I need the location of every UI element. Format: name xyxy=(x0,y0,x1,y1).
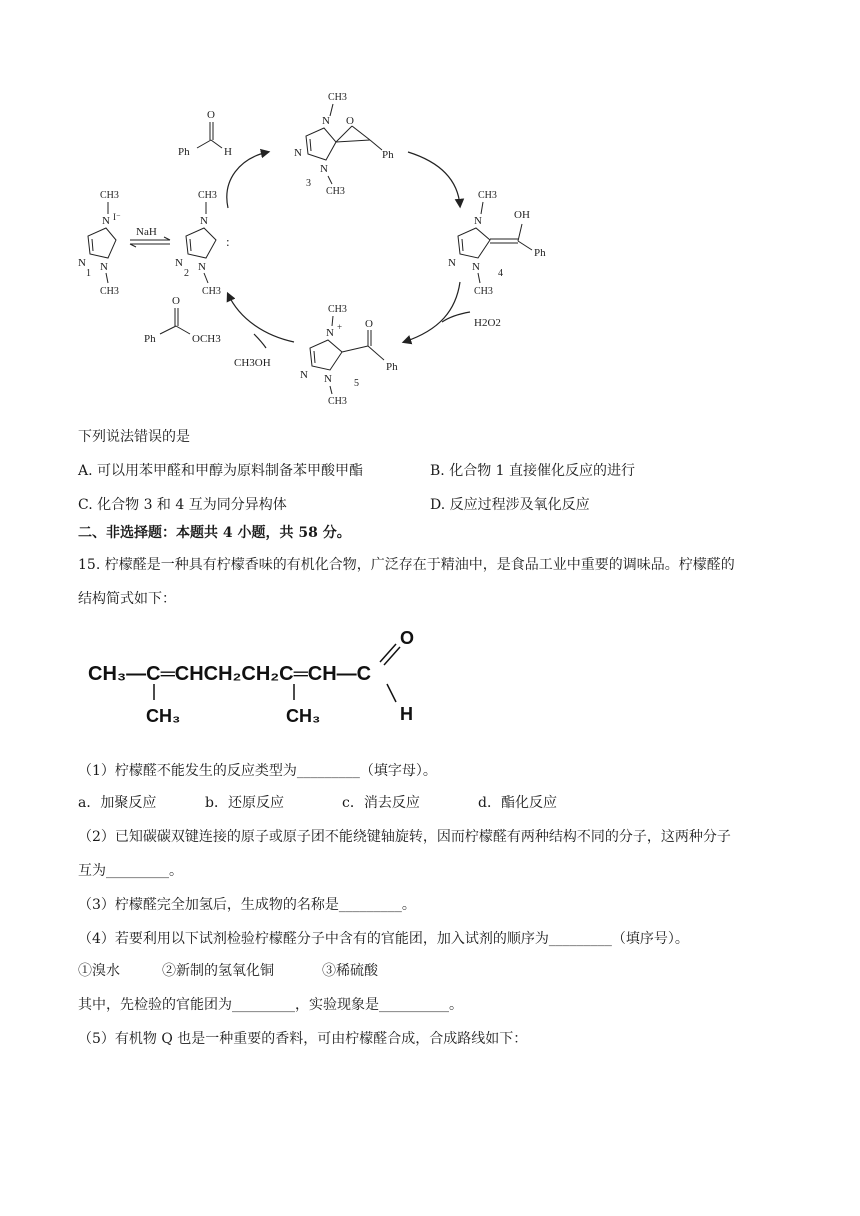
svg-text:N: N xyxy=(474,215,482,227)
svg-text:N: N xyxy=(326,327,334,339)
q15-part4-detail: 其中，先检验的官能团为_________，实验现象是__________。 xyxy=(78,997,463,1013)
citral-methyl-1: CH₃ xyxy=(146,706,181,726)
svg-text:I⁻: I⁻ xyxy=(113,212,121,222)
citral-structure xyxy=(84,624,444,736)
compound-1-structure xyxy=(78,190,121,297)
svg-text:OCH3: OCH3 xyxy=(192,333,221,345)
q15-reagent-3: ③稀硫酸 xyxy=(322,963,378,979)
reaction-mechanism-diagram xyxy=(70,80,590,410)
svg-text:2: 2 xyxy=(184,268,189,279)
methyl-benzoate-structure xyxy=(144,295,221,345)
svg-text:OH: OH xyxy=(514,209,530,221)
svg-text:CH3: CH3 xyxy=(326,186,345,197)
svg-text:N: N xyxy=(324,373,332,385)
q15-choice-d: d．酯化反应 xyxy=(478,795,557,811)
compound-3-structure xyxy=(294,92,394,197)
svg-text:N: N xyxy=(78,257,86,269)
compound-4-structure xyxy=(448,190,546,297)
svg-text:Ph: Ph xyxy=(534,247,546,259)
compound-2-structure xyxy=(175,190,230,297)
svg-text:1: 1 xyxy=(86,268,91,279)
svg-text:CH3: CH3 xyxy=(100,286,119,297)
svg-text:3: 3 xyxy=(306,178,311,189)
q15-reagent-1: ①溴水 xyxy=(78,963,120,979)
q15-part5: （5）有机物 Q 也是一种重要的香料，可由柠檬醛合成，合成路线如下： xyxy=(78,1031,528,1047)
q15-choice-c: c．消去反应 xyxy=(342,795,420,811)
svg-text:CH3: CH3 xyxy=(328,92,347,103)
q14-option-a: A. 可以用苯甲醛和甲醇为原料制备苯甲酸甲酯 xyxy=(78,463,364,479)
svg-text:Ph: Ph xyxy=(386,361,398,373)
svg-text:N: N xyxy=(448,257,456,269)
q15-intro-line1: 15. 柠檬醛是一种具有柠檬香味的有机化合物，广泛存在于精油中，是食品工业中重要的调味品。柠檬醛的 xyxy=(78,557,735,573)
citral-oxygen: O xyxy=(400,628,415,648)
svg-text:CH3: CH3 xyxy=(198,190,217,201)
svg-text:4: 4 xyxy=(498,268,503,279)
h2o2-label: H2O2 xyxy=(474,317,501,329)
q15-intro-line2: 结构简式如下： xyxy=(78,591,176,607)
nah-equilibrium xyxy=(130,226,170,247)
q14-stem: 下列说法错误的是 xyxy=(78,429,190,445)
q14-option-d: D. 反应过程涉及氧化反应 xyxy=(430,497,590,513)
q14-option-b: B. 化合物 1 直接催化反应的进行 xyxy=(430,463,635,479)
citral-hydrogen: H xyxy=(400,704,413,724)
q15-part2-line1: （2）已知碳碳双键连接的原子或原子团不能绕键轴旋转，因而柠檬醛有两种结构不同的分子，这两种分子 xyxy=(78,829,731,845)
svg-text:O: O xyxy=(172,295,180,307)
svg-text:Ph: Ph xyxy=(178,146,190,158)
svg-text:N: N xyxy=(300,369,308,381)
svg-text::: : xyxy=(226,234,230,249)
q15-part1: （1）柠檬醛不能发生的反应类型为_________（填字母）。 xyxy=(78,763,437,779)
cycle-arrows xyxy=(227,152,470,348)
svg-text:N: N xyxy=(294,147,302,159)
q15-choice-b: b．还原反应 xyxy=(205,795,284,811)
svg-text:5: 5 xyxy=(354,378,359,389)
svg-text:O: O xyxy=(207,109,215,121)
q15-choice-a: a．加聚反应 xyxy=(78,795,157,811)
svg-text:N: N xyxy=(100,261,108,273)
svg-text:Ph: Ph xyxy=(144,333,156,345)
q15-part4: （4）若要利用以下试剂检验柠檬醛分子中含有的官能团，加入试剂的顺序为_________（填序号）。 xyxy=(78,931,689,947)
svg-text:O: O xyxy=(346,115,354,127)
svg-text:CH3: CH3 xyxy=(202,286,221,297)
svg-text:CH3: CH3 xyxy=(474,286,493,297)
svg-text:N: N xyxy=(175,257,183,269)
svg-text:CH3: CH3 xyxy=(328,396,347,407)
citral-main-chain: CH₃—C═CHCH₂CH₂C═CH—C xyxy=(88,663,372,685)
svg-text:N: N xyxy=(200,215,208,227)
svg-text:N: N xyxy=(320,163,328,175)
svg-text:+: + xyxy=(337,322,343,332)
q14-option-c: C. 化合物 3 和 4 互为同分异构体 xyxy=(78,497,287,513)
svg-text:N: N xyxy=(198,261,206,273)
compound-5-structure xyxy=(300,304,398,407)
svg-text:N: N xyxy=(102,215,110,227)
q15-part3: （3）柠檬醛完全加氢后，生成物的名称是_________。 xyxy=(78,897,416,913)
svg-text:Ph: Ph xyxy=(382,149,394,161)
benzaldehyde-structure xyxy=(178,109,232,158)
citral-methyl-2: CH₃ xyxy=(286,706,321,726)
q15-reagent-2: ②新制的氢氧化铜 xyxy=(162,963,274,979)
svg-text:NaH: NaH xyxy=(136,226,157,238)
svg-text:CH3: CH3 xyxy=(100,190,119,201)
svg-text:CH3: CH3 xyxy=(328,304,347,315)
section-2-heading: 二、非选择题：本题共 4 小题，共 58 分。 xyxy=(78,525,351,541)
methanol-label: CH3OH xyxy=(234,357,271,369)
svg-text:N: N xyxy=(322,115,330,127)
q15-part2-line2: 互为_________。 xyxy=(78,863,183,879)
svg-text:N: N xyxy=(472,261,480,273)
svg-text:O: O xyxy=(365,318,373,330)
svg-text:H: H xyxy=(224,146,232,158)
svg-text:CH3: CH3 xyxy=(478,190,497,201)
